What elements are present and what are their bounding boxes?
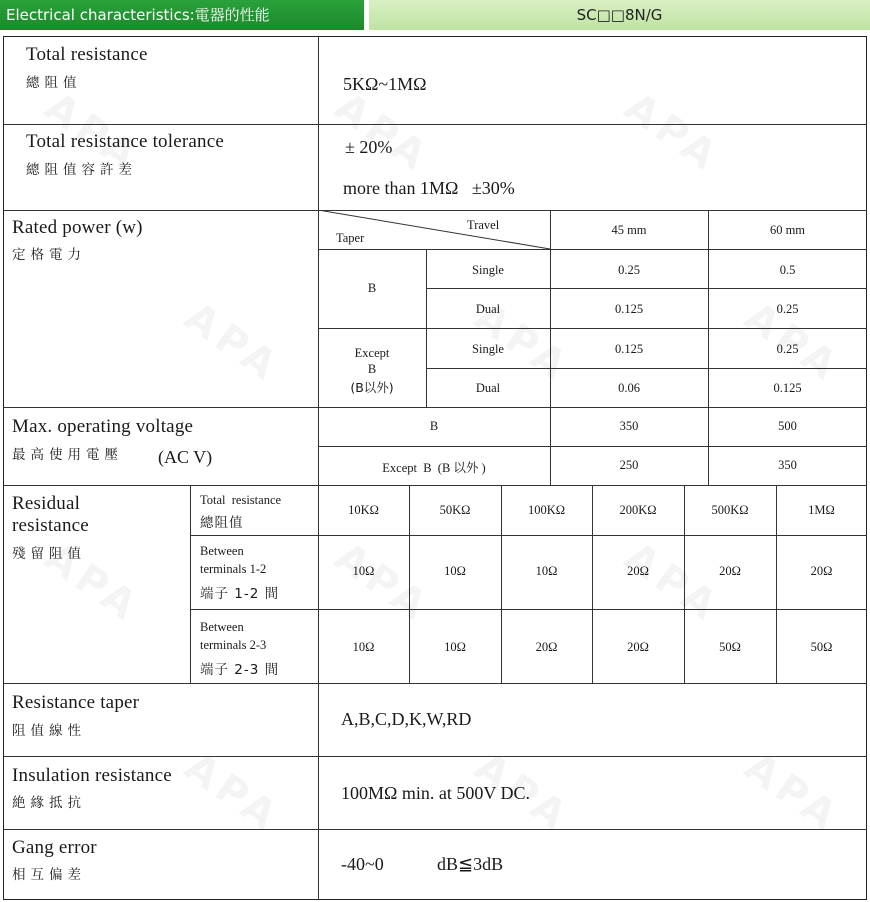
gang-error-value: dB≦3dB (437, 854, 504, 874)
t23-label-zh: 端子 2-3 間 (200, 662, 280, 678)
taper-except-label: Except (354, 346, 390, 360)
power-cell: 0.125 (773, 381, 802, 395)
tolerance-value: ± 20% (345, 137, 393, 157)
tolerance-label-zh: 總阻值容許差 (26, 162, 137, 178)
insulation-label: Insulation resistance (12, 765, 172, 786)
row-divider (3, 756, 867, 757)
total-resistance-value: 5KΩ~1MΩ (343, 74, 427, 94)
total-resistance-label: Total resistance (26, 44, 148, 65)
taper-except-b-label: B (367, 362, 377, 376)
grid-line (190, 485, 191, 683)
voltage-b-label: B (429, 419, 439, 433)
model-title-bar (369, 0, 870, 30)
residual-t12-cell: 10Ω (352, 564, 375, 578)
taper-header: Taper (336, 231, 365, 245)
rated-power-label-zh: 定格電力 (12, 247, 86, 263)
max-voltage-label: Max. operating voltage (12, 416, 194, 437)
residual-total-label: Total resistance (200, 493, 282, 507)
power-cell: 0.25 (618, 263, 640, 277)
taper-b-label: B (367, 281, 377, 295)
grid-line (318, 328, 867, 329)
row-divider (3, 829, 867, 830)
dual-label: Dual (475, 381, 501, 395)
residual-t12-cell: 20Ω (719, 564, 741, 578)
residual-label-2: resistance (12, 515, 89, 536)
voltage-cell: 250 (619, 458, 639, 472)
residual-t23-cell: 10Ω (444, 640, 466, 654)
insulation-value: 100MΩ min. at 500V DC. (341, 783, 531, 803)
grid-line (190, 609, 867, 610)
residual-header-cell: 1MΩ (808, 503, 835, 517)
grid-line (426, 368, 867, 369)
power-cell: 0.25 (776, 342, 799, 356)
grid-line (318, 249, 867, 250)
t12-label: Between (200, 544, 244, 558)
row-divider (3, 407, 867, 408)
rated-power-label: Rated power (w) (12, 217, 143, 238)
tolerance-value-high: more than 1MΩ ±30% (343, 178, 515, 198)
t12-label-zh: 端子 1-2 間 (200, 586, 280, 602)
voltage-except-label: Except B (B 以外 ) (382, 461, 486, 475)
power-cell: 0.5 (779, 263, 796, 277)
residual-t12-cell: 20Ω (627, 564, 649, 578)
section-title-bar (0, 0, 364, 30)
max-voltage-label-zh: 最高使用電壓 (12, 447, 123, 463)
residual-header-cell: 200KΩ (619, 503, 657, 517)
residual-t12-cell: 10Ω (444, 564, 466, 578)
t12-label-2: terminals 1-2 (200, 562, 267, 576)
residual-t12-cell: 10Ω (535, 564, 558, 578)
max-voltage-unit: (AC V) (158, 447, 213, 467)
residual-label-zh: 殘留阻值 (12, 546, 86, 562)
t23-label: Between (200, 620, 244, 634)
total-resistance-label-zh: 總阻值 (26, 75, 82, 91)
label-column-divider (318, 36, 319, 485)
power-cell: 0.125 (614, 342, 644, 356)
residual-t23-cell: 50Ω (810, 640, 833, 654)
voltage-cell: 500 (778, 419, 797, 433)
residual-t23-cell: 20Ω (627, 640, 649, 654)
grid-line (426, 288, 867, 289)
grid-line (318, 446, 867, 447)
residual-header-cell: 50KΩ (439, 503, 471, 517)
single-label: Single (472, 342, 504, 356)
gang-error-label: Gang error (12, 837, 97, 858)
residual-t12-cell: 20Ω (810, 564, 833, 578)
voltage-cell: 350 (778, 458, 797, 472)
row-divider (3, 124, 867, 125)
residual-total-label-zh: 總阻值 (200, 515, 244, 531)
section-title: Electrical characteristics:電器的性能 (6, 6, 270, 24)
residual-header-cell: 500KΩ (711, 503, 749, 517)
insulation-label-zh: 絶緣抵抗 (12, 795, 86, 811)
travel-45-header: 45 mm (611, 223, 647, 237)
residual-header-cell: 100KΩ (527, 503, 566, 517)
label-column-divider (318, 683, 319, 900)
power-cell: 0.125 (614, 302, 644, 316)
taper-value: A,B,C,D,K,W,RD (341, 709, 472, 729)
residual-label: Residual (12, 493, 81, 514)
tolerance-label: Total resistance tolerance (26, 131, 224, 152)
residual-t23-cell: 50Ω (719, 640, 741, 654)
dual-label: Dual (475, 302, 501, 316)
travel-header: Travel (467, 218, 500, 232)
single-label: Single (472, 263, 504, 277)
voltage-cell: 350 (619, 419, 639, 433)
residual-t23-cell: 10Ω (352, 640, 375, 654)
taper-label-zh: 阻值線性 (12, 723, 86, 739)
t23-label-2: terminals 2-3 (200, 638, 267, 652)
travel-60-header: 60 mm (769, 223, 806, 237)
gang-error-label-zh: 相互偏差 (12, 867, 86, 883)
taper-label: Resistance taper (12, 692, 140, 713)
row-divider (3, 683, 867, 684)
residual-header-cell: 10KΩ (348, 503, 379, 517)
power-cell: 0.06 (618, 381, 640, 395)
row-divider (3, 485, 867, 486)
power-cell: 0.25 (776, 302, 799, 316)
gang-error-range: -40~0 (341, 854, 384, 874)
residual-t23-cell: 20Ω (535, 640, 558, 654)
model-number: SC□□8N/G (576, 6, 663, 24)
grid-line (190, 535, 867, 536)
taper-except-zh-label: (B以外) (350, 380, 394, 395)
